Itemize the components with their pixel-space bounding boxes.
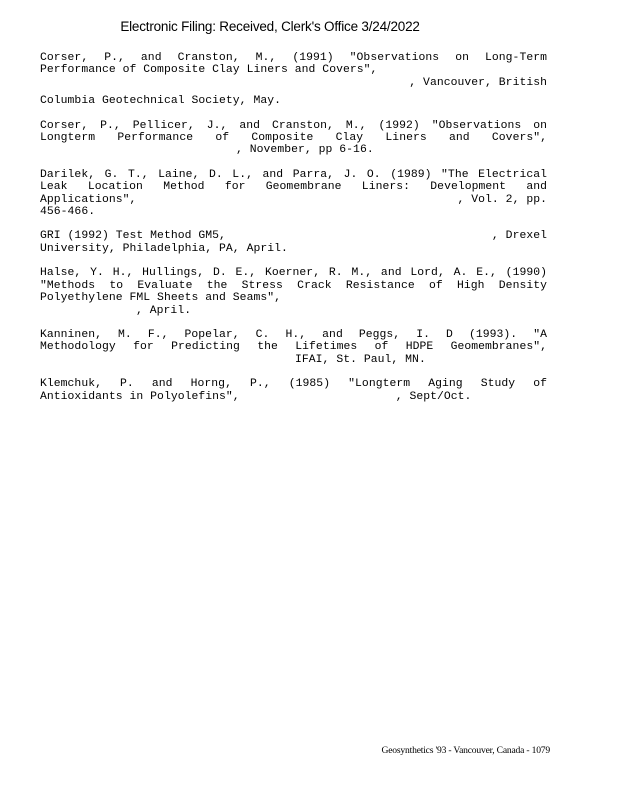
reference-line: 456-466. xyxy=(40,206,96,219)
reference-line: IFAI, St. Paul, MN. xyxy=(295,353,426,366)
reference-line: Methodology for Predicting the Lifetimes of HDPE Geomembranes", xyxy=(40,341,547,354)
reference-line: Klemchuk, P. and Horng, P., (1985) "Longterm Aging Study of xyxy=(40,378,547,391)
filing-stamp: Electronic Filing: Received, Clerk's Office 3/24/2022 xyxy=(120,19,420,34)
reference-line: Corser, P., and Cranston, M., (1991) "Observations on Long-Term xyxy=(40,52,547,64)
reference-entry xyxy=(40,329,547,366)
reference-line: Performance of Composite Clay Liners and Covers", xyxy=(40,64,378,77)
reference-line: Halse, Y. H., Hullings, D. E., Koerner, R. M., and Lord, A. E., (1990) xyxy=(40,267,547,280)
reference-line-row xyxy=(40,230,547,242)
reference-line: Longterm Performance of Composite Clay Liners and Covers", xyxy=(40,132,547,145)
reference-line: Darilek, G. T., Laine, D. L., and Parra, J. O. (1989) "The Electrical xyxy=(40,168,547,181)
reference-entry xyxy=(40,267,547,317)
reference-entry xyxy=(40,52,547,108)
reference-line: , November, pp 6-16. xyxy=(236,144,374,157)
reference-line: Leak Location Method for Geomembrane Liners: Development and xyxy=(40,181,547,194)
reference-line: , Sept/Oct. xyxy=(395,390,472,403)
reference-line: Antioxidants in Polyolefins", xyxy=(40,390,240,403)
reference-line: , April. xyxy=(136,304,192,317)
reference-line: Kanninen, M. F., Popelar, C. H., and Peggs, I. D (1993). "A xyxy=(40,328,547,341)
reference-line-row xyxy=(40,194,547,206)
reference-line-row xyxy=(40,391,547,403)
reference-entry xyxy=(40,230,547,255)
reference-line: , Drexel xyxy=(491,230,547,243)
reference-line: GRI (1992) Test Method GM5, xyxy=(40,230,226,243)
reference-entry xyxy=(40,120,547,157)
reference-line: , Vancouver, British xyxy=(409,76,547,89)
reference-line: Polyethylene FML Sheets and Seams", xyxy=(40,292,281,305)
page-footer: Geosynthetics '93 - Vancouver, Canada - 1079 xyxy=(381,745,550,756)
reference-entry xyxy=(40,378,547,403)
reference-line: , Vol. 2, pp. xyxy=(457,193,547,206)
reference-line: University, Philadelphia, PA, April. xyxy=(40,242,288,255)
reference-list xyxy=(40,52,547,415)
reference-line: "Methods to Evaluate the Stress Crack Resistance of High Density xyxy=(40,279,547,292)
reference-line: Corser, P., Pellicer, J., and Cranston, M., (1992) "Observations on xyxy=(40,119,547,132)
reference-entry xyxy=(40,169,547,219)
reference-line: Columbia Geotechnical Society, May. xyxy=(40,95,281,108)
reference-line: Applications", xyxy=(40,193,137,206)
